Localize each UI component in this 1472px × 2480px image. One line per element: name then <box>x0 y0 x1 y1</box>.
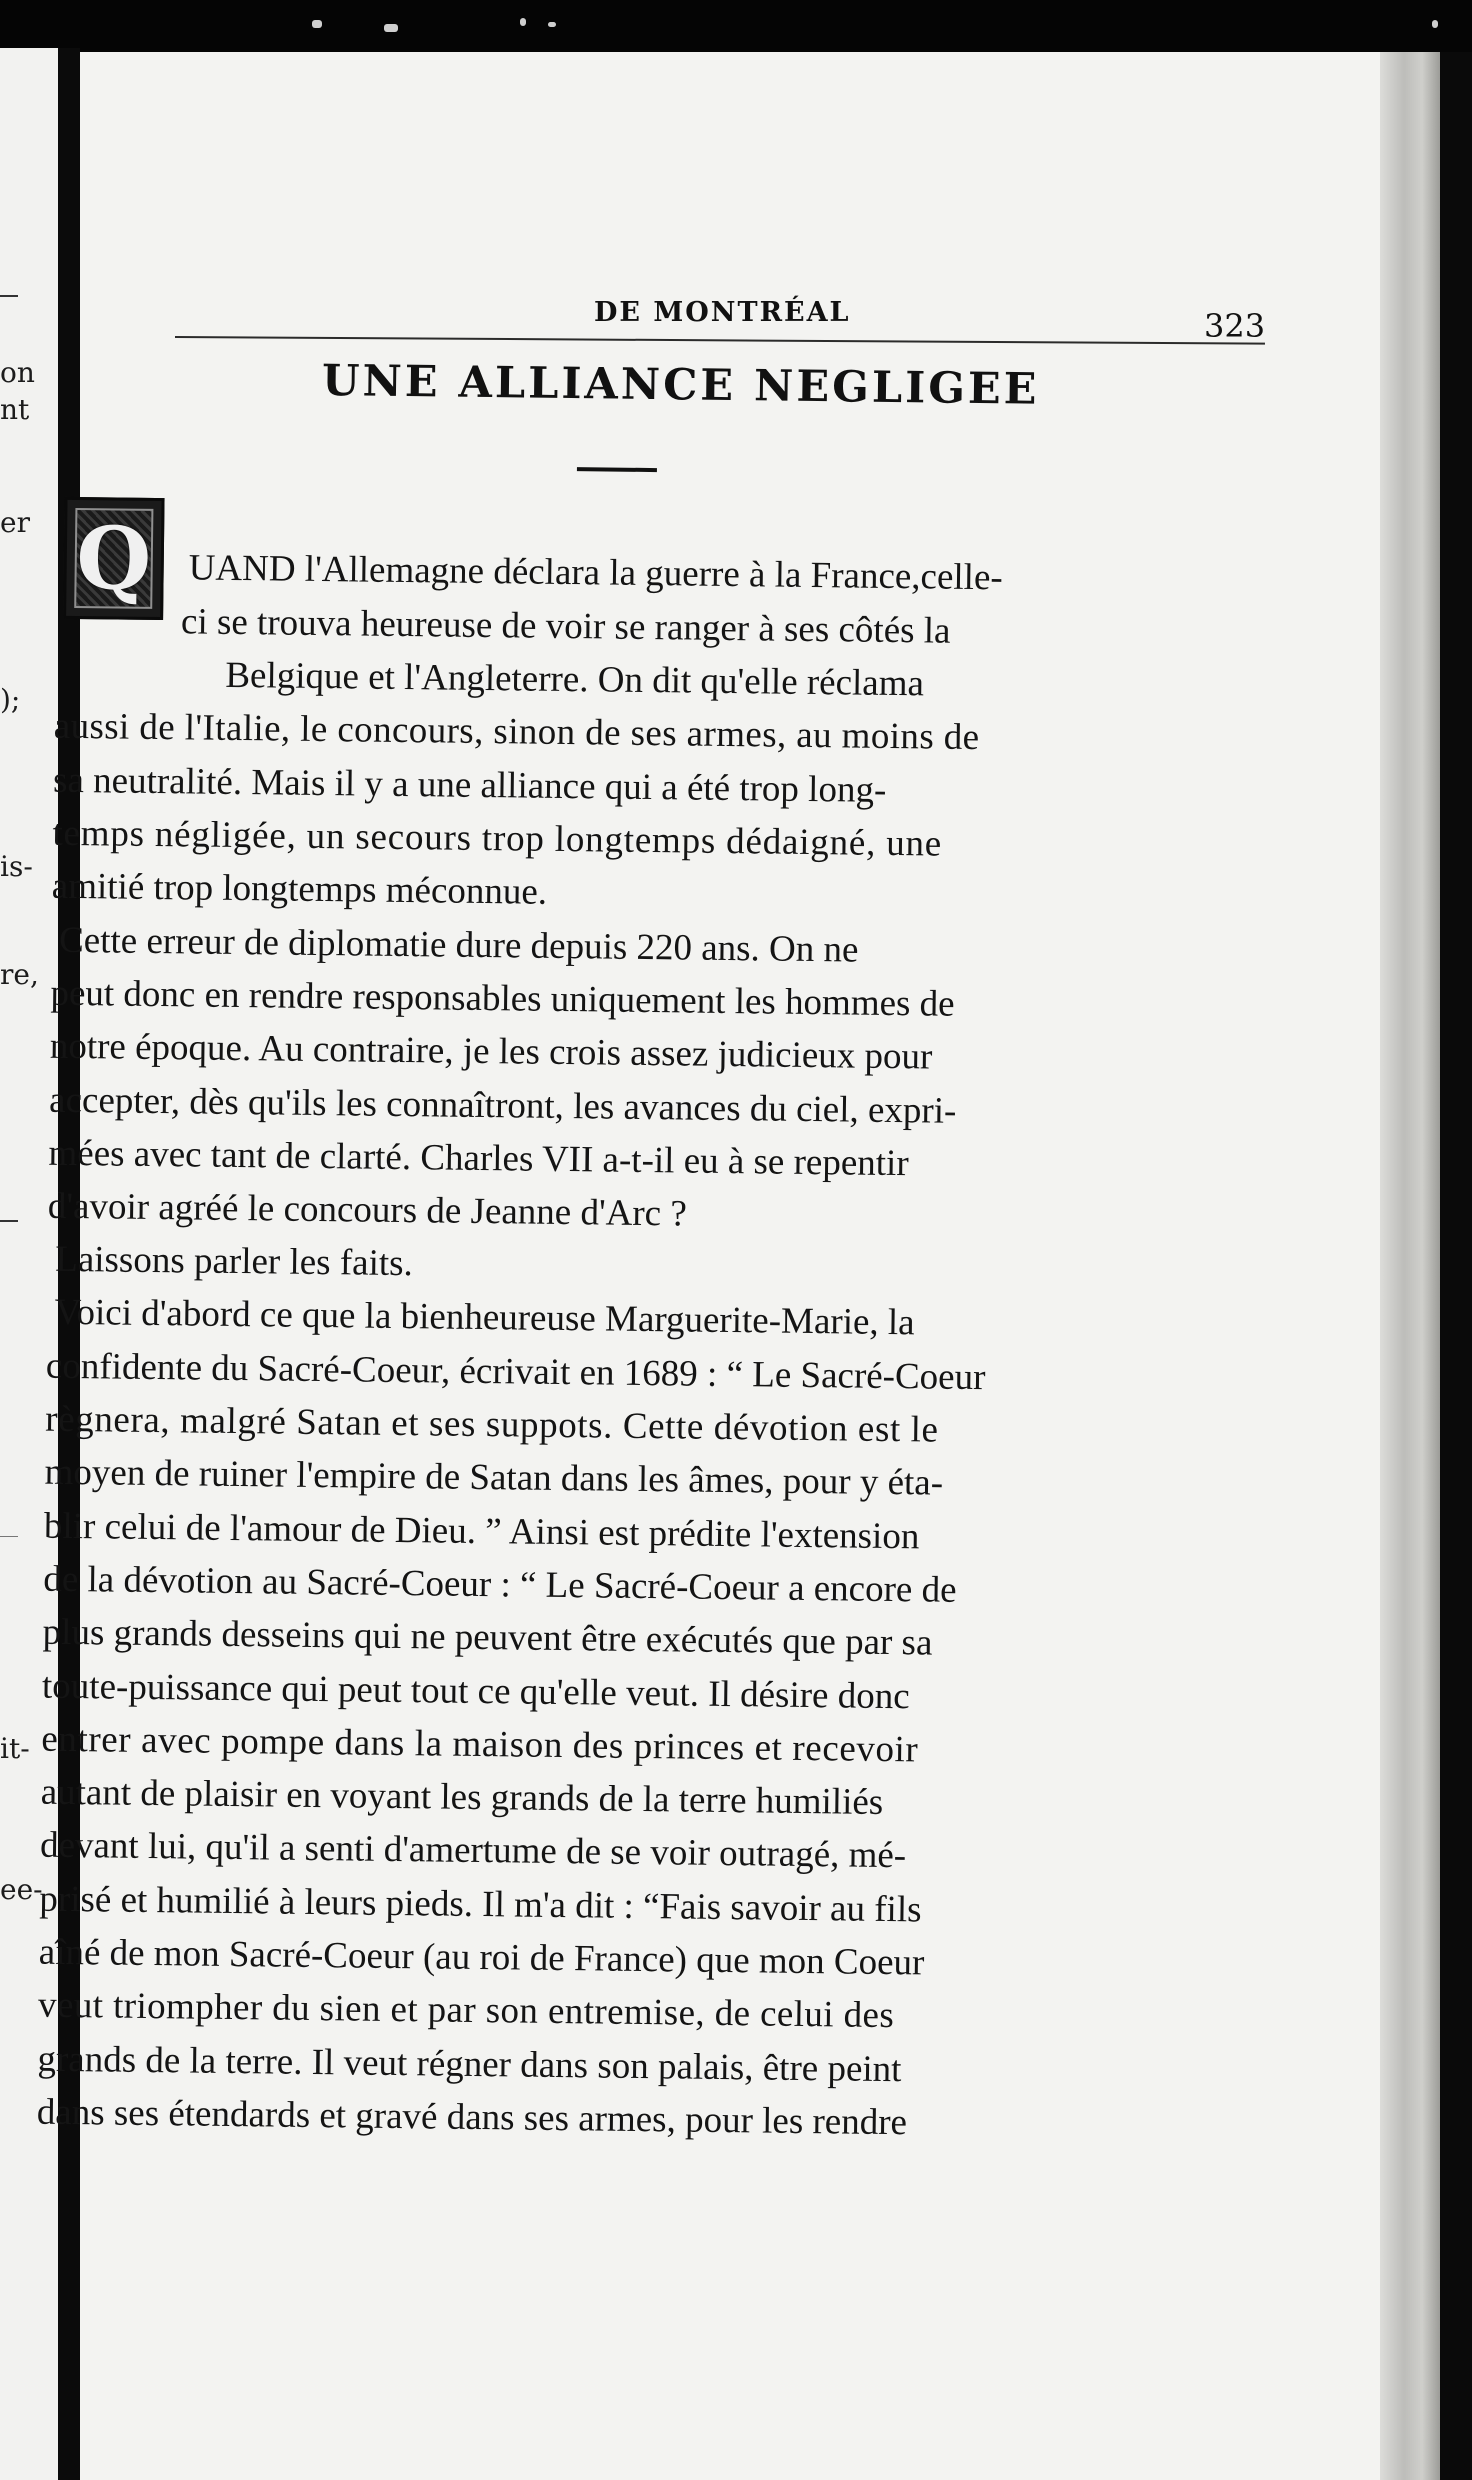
facing-page-fragment: it- <box>0 1732 30 1765</box>
facing-page-fragment: re, <box>0 958 39 991</box>
text-line: règnera, malgré Satan et ses suppots. Cette dévotion est le <box>45 1398 939 1451</box>
text-line: accepter, dès qu'ils les connaîtront, les avances du ciel, expri- <box>48 1079 957 1132</box>
text-line: d'avoir agréé le concours de Jeanne d'Arc ? <box>47 1185 688 1235</box>
text-line: sa neutralité. Mais il y a une alliance qui a été trop long- <box>52 759 887 811</box>
scan-speck <box>1432 20 1438 28</box>
facing-page-fragment: on <box>0 356 35 389</box>
facing-page-rule <box>0 1536 18 1537</box>
text-line: devant lui, qu'il a senti d'amertume de se voir outragé, mé- <box>39 1824 907 1877</box>
text-line: toute-puissance qui peut tout ce qu'elle veut. Il désire donc <box>41 1665 910 1718</box>
dropcap-ornament <box>63 497 164 620</box>
text-line: veut triompher du sien et par son entremise, de celui des <box>37 1984 895 2037</box>
running-head: DE MONTRÉAL <box>594 297 851 328</box>
text-line: temps négligée, un secours trop longtemps dédaigné, une <box>52 812 943 865</box>
title-rule <box>577 467 657 472</box>
text-line: peut donc en rendre responsables uniquement les hommes de <box>50 972 955 1025</box>
page-number: 323 <box>1204 307 1266 345</box>
dropcap-letter: Q <box>75 507 152 610</box>
scan-speck <box>384 24 398 32</box>
text-line: Cette erreur de diplomatie dure depuis 220 ans. On ne <box>58 919 859 971</box>
text-line: UAND l'Allemagne déclara la guerre à la France,celle- <box>188 547 1003 599</box>
text-line: aîné de mon Sacré-Coeur (au roi de France) que mon Coeur <box>38 1931 925 1984</box>
text-line: grands de la terre. Il veut régner dans son palais, être peint <box>37 2038 902 2091</box>
article-body <box>36 52 1380 2480</box>
text-line: prisé et humilié à leurs pieds. Il m'a dit : “Fais savoir au fils <box>39 1878 922 1931</box>
text-line: Voici d'abord ce que la bienheureuse Marguerite-Marie, la <box>54 1291 915 1344</box>
text-line: entrer avec pompe dans la maison des princes et recevoir <box>41 1718 919 1771</box>
text-line: mées avec tant de clarté. Charles VII a-t-il eu à se repentir <box>48 1132 909 1185</box>
scan-speck <box>548 22 556 27</box>
text-line: blir celui de l'amour de Dieu. ” Ainsi est prédite l'extension <box>43 1505 920 1558</box>
text-line: ci se trouva heureuse de voir se ranger à ses côtés la <box>180 601 951 652</box>
scan-speck <box>312 20 322 28</box>
text-line: plus grands desseins qui ne peuvent être exécutés que par sa <box>42 1611 933 1664</box>
facing-page-fragment: ); <box>0 683 21 716</box>
scan-top-border <box>0 0 1472 60</box>
text-line: Belgique et l'Angleterre. On dit qu'elle réclama <box>225 654 925 705</box>
facing-page-fragment: is- <box>0 850 33 883</box>
facing-page-rule <box>0 295 18 297</box>
text-line: autant de plaisir en voyant les grands de la terre humiliés <box>40 1771 884 1823</box>
text-line: moyen de ruiner l'empire de Satan dans les âmes, pour y éta- <box>44 1451 944 1504</box>
article-title: UNE ALLIANCE NEGLIGEE <box>321 355 1040 415</box>
text-line: dans ses étendards et gravé dans ses armes, pour les rendre <box>36 2091 908 2144</box>
text-line: amitié trop longtemps méconnue. <box>51 865 548 913</box>
facing-page-rule <box>0 1220 18 1222</box>
facing-page-fragment: er <box>0 506 30 539</box>
text-line: de la dévotion au Sacré-Coeur : “ Le Sacré-Coeur a encore de <box>43 1558 957 1611</box>
facing-page-fragment: nt <box>0 393 30 426</box>
page-stack-edge <box>1380 52 1440 2480</box>
text-line: notre époque. Au contraire, je les crois assez judicieux pour <box>49 1025 933 1078</box>
text-line: aussi de l'Italie, le concours, sinon de ses armes, au moins de <box>53 705 980 759</box>
scan-speck <box>520 18 526 26</box>
text-line: confidente du Sacré-Coeur, écrivait en 1689 : “ Le Sacré-Coeur <box>45 1345 986 1399</box>
text-line: Laissons parler les faits. <box>54 1238 414 1285</box>
facing-page-fragment: ee- <box>0 1873 43 1906</box>
book-page <box>36 52 1380 2480</box>
scan-right-border <box>1440 52 1472 2480</box>
